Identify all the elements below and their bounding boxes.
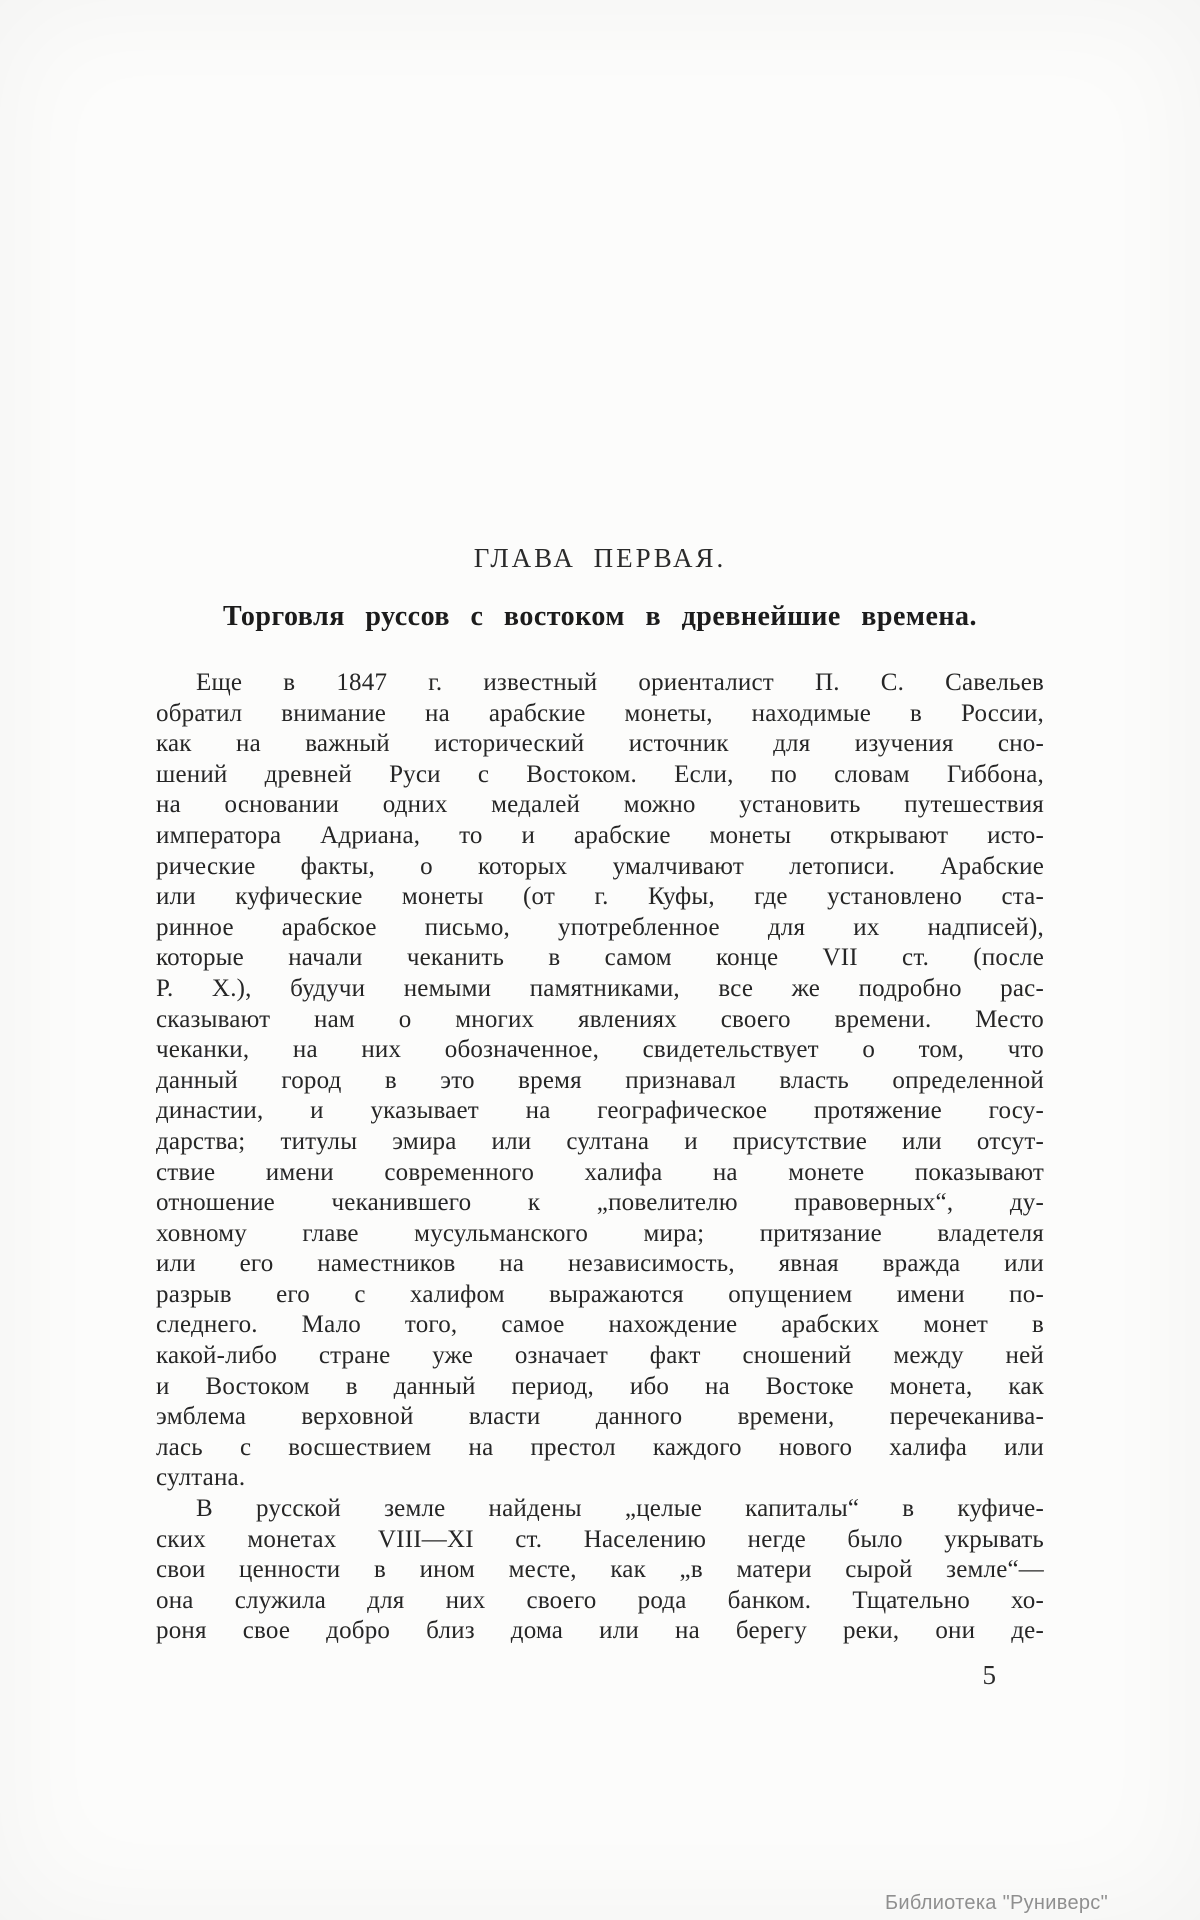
text-line: шений древней Руси с Востоком. Если, по словам Гиббона, (156, 760, 1044, 788)
text-line: разрыв его с халифом выражаются опущением имени по- (156, 1280, 1044, 1308)
text-line: как на важный исторический источник для изучения сно- (156, 730, 1044, 758)
chapter-heading: ГЛАВА ПЕРВАЯ. (473, 543, 727, 573)
text-line: султана. (156, 1464, 246, 1492)
text-line: ских монетах VIII—XI ст. Населению негде было укрывать (156, 1525, 1044, 1553)
text-line: и Востоком в данный период, ибо на Востоке монета, как (156, 1372, 1044, 1400)
text-line: лась с восшествием на престол каждого нового халифа или (156, 1433, 1044, 1461)
text-line: ховному главе мусульманского мира; притязание владетеля (156, 1219, 1044, 1247)
text-line: или куфические монеты (от г. Куфы, где установлено ста- (156, 883, 1044, 911)
text-line: Р. Х.), будучи немыми памятниками, все же подробно рас- (156, 974, 1044, 1002)
text-line: какой-либо стране уже означает факт сношений между ней (156, 1342, 1044, 1370)
text-line: эмблема верховной власти данного времени, перечеканива- (156, 1403, 1044, 1431)
text-line: роня свое добро близ дома или на берегу реки, они де- (156, 1617, 1044, 1645)
text-line: она служила для них своего рода банком. Тщательно хо- (156, 1586, 1044, 1614)
text-line: сказывают нам о многих явлениях своего времени. Место (156, 1005, 1044, 1033)
text-line: следнего. Мало того, самое нахождение арабских монет в (156, 1311, 1044, 1339)
text-line: отношение чеканившего к „повелителю правоверных“, ду- (156, 1189, 1044, 1217)
text-line: на основании одних медалей можно установить путешествия (156, 791, 1044, 819)
text-line: императора Адриана, то и арабские монеты открывают исто- (156, 821, 1044, 849)
text-line: династии, и указывает на географическое протяжение госу- (156, 1097, 1044, 1125)
text-line: В русской земле найдены „целые капиталы“ в куфиче- (196, 1495, 1044, 1523)
body-text (156, 668, 1044, 1647)
text-line: которые начали чеканить в самом конце VII ст. (после (156, 944, 1044, 972)
text-line: данный город в это время признавал власть определенной (156, 1066, 1044, 1094)
paragraph (156, 1494, 1044, 1647)
text-line: или его наместников на независимость, явная вражда или (156, 1250, 1044, 1278)
chapter-subtitle: Торговля руссов с востоком в древнейшие времена. (222, 601, 978, 632)
text-line: ринное арабское письмо, употребленное для их надписей), (156, 913, 1044, 941)
text-line: Еще в 1847 г. известный ориенталист П. С. Савельев (196, 669, 1044, 696)
watermark: Библиотека "Руниверс" (884, 1892, 1108, 1914)
page-number: 5 (982, 1660, 996, 1690)
text-line: ствие имени современного халифа на монете показывают (156, 1158, 1044, 1186)
paragraph (156, 668, 1044, 1494)
text-line: чеканки, на них обозначенное, свидетельствует о том, что (156, 1036, 1044, 1064)
text-line: свои ценности в ином месте, как „в матери сырой земле“— (156, 1556, 1044, 1584)
text-line: дарства; титулы эмира или султана и присутствие или отсут- (156, 1127, 1044, 1155)
text-line: обратил внимание на арабские монеты, находимые в России, (156, 699, 1044, 727)
text-line: рические факты, о которых умалчивают летописи. Арабские (156, 852, 1044, 880)
